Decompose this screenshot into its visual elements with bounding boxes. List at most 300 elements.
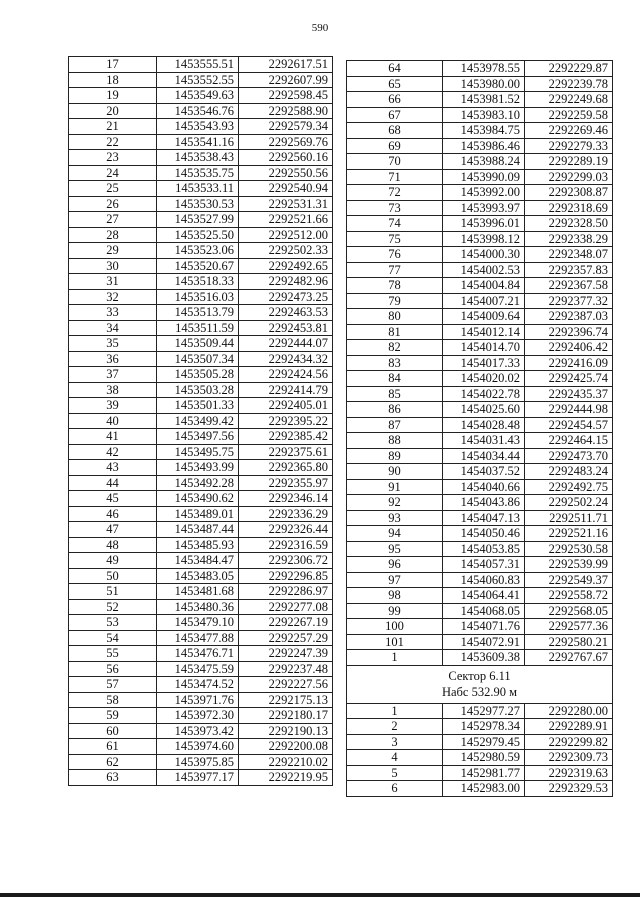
point-number: 78 — [347, 278, 443, 294]
point-number: 54 — [69, 630, 157, 646]
table-row — [347, 154, 613, 170]
table-row — [69, 475, 333, 491]
point-number: 81 — [347, 324, 443, 340]
y-coordinate: 2292414.79 — [239, 382, 333, 398]
y-coordinate: 2292492.65 — [239, 258, 333, 274]
table-row — [347, 750, 613, 766]
x-coordinate: 1453549.63 — [157, 88, 239, 104]
table-row — [69, 630, 333, 646]
y-coordinate: 2292269.46 — [525, 123, 613, 139]
sector-title: Сектор 6.11 — [448, 668, 511, 683]
point-number: 92 — [347, 495, 443, 511]
x-coordinate: 1453480.36 — [157, 599, 239, 615]
x-coordinate: 1453984.75 — [443, 123, 525, 139]
point-number: 76 — [347, 247, 443, 263]
table-row — [347, 340, 613, 356]
x-coordinate: 1453981.52 — [443, 92, 525, 108]
y-coordinate: 2292473.25 — [239, 289, 333, 305]
point-number: 66 — [347, 92, 443, 108]
point-number: 47 — [69, 522, 157, 538]
x-coordinate: 1453535.75 — [157, 165, 239, 181]
table-row — [69, 584, 333, 600]
x-coordinate: 1453520.67 — [157, 258, 239, 274]
table-row — [69, 429, 333, 445]
table-row — [69, 72, 333, 88]
table-row — [69, 57, 333, 73]
point-number: 29 — [69, 243, 157, 259]
point-number: 17 — [69, 57, 157, 73]
y-coordinate: 2292558.72 — [525, 588, 613, 604]
y-coordinate: 2292492.75 — [525, 479, 613, 495]
table-row — [347, 247, 613, 263]
y-coordinate: 2292560.16 — [239, 150, 333, 166]
y-coordinate: 2292767.67 — [525, 650, 613, 666]
table-row — [69, 181, 333, 197]
table-row — [347, 402, 613, 418]
x-coordinate: 1454057.31 — [443, 557, 525, 573]
y-coordinate: 2292531.31 — [239, 196, 333, 212]
table-row — [69, 212, 333, 228]
x-coordinate: 1453474.52 — [157, 677, 239, 693]
x-coordinate: 1453493.99 — [157, 460, 239, 476]
y-coordinate: 2292336.29 — [239, 506, 333, 522]
x-coordinate: 1454002.53 — [443, 262, 525, 278]
point-number: 87 — [347, 417, 443, 433]
point-number: 46 — [69, 506, 157, 522]
y-coordinate: 2292521.66 — [239, 212, 333, 228]
point-number: 51 — [69, 584, 157, 600]
y-coordinate: 2292473.70 — [525, 448, 613, 464]
coordinates-table-left — [68, 56, 333, 786]
table-row — [347, 479, 613, 495]
table-row — [347, 734, 613, 750]
x-coordinate: 1454009.64 — [443, 309, 525, 325]
sector-subtitle: Набс 532.90 м — [441, 684, 518, 699]
y-coordinate: 2292289.91 — [525, 719, 613, 735]
y-coordinate: 2292385.42 — [239, 429, 333, 445]
table-row — [347, 495, 613, 511]
y-coordinate: 2292247.39 — [239, 646, 333, 662]
point-number: 25 — [69, 181, 157, 197]
table-row — [347, 61, 613, 77]
table-row — [347, 123, 613, 139]
table-row — [69, 320, 333, 336]
point-number: 65 — [347, 76, 443, 92]
y-coordinate: 2292549.37 — [525, 572, 613, 588]
x-coordinate: 1453533.11 — [157, 181, 239, 197]
table-row — [69, 382, 333, 398]
table-row — [347, 526, 613, 542]
x-coordinate: 1454000.30 — [443, 247, 525, 263]
y-coordinate: 2292607.99 — [239, 72, 333, 88]
y-coordinate: 2292512.00 — [239, 227, 333, 243]
x-coordinate: 1453992.00 — [443, 185, 525, 201]
y-coordinate: 2292328.50 — [525, 216, 613, 232]
table-row — [69, 723, 333, 739]
point-number: 2 — [347, 719, 443, 735]
y-coordinate: 2292435.37 — [525, 386, 613, 402]
point-number: 50 — [69, 568, 157, 584]
table-row — [347, 541, 613, 557]
y-coordinate: 2292308.87 — [525, 185, 613, 201]
x-coordinate: 1453543.93 — [157, 119, 239, 135]
point-number: 27 — [69, 212, 157, 228]
x-coordinate: 1453509.44 — [157, 336, 239, 352]
page-number: 590 — [311, 22, 329, 34]
point-number: 32 — [69, 289, 157, 305]
table-row — [69, 444, 333, 460]
point-number: 19 — [69, 88, 157, 104]
y-coordinate: 2292348.07 — [525, 247, 613, 263]
table-row — [69, 506, 333, 522]
table-row — [347, 386, 613, 402]
table-row — [69, 460, 333, 476]
y-coordinate: 2292286.97 — [239, 584, 333, 600]
table-row — [69, 599, 333, 615]
x-coordinate: 1452981.77 — [443, 765, 525, 781]
y-coordinate: 2292227.56 — [239, 677, 333, 693]
y-coordinate: 2292229.87 — [525, 61, 613, 77]
y-coordinate: 2292395.22 — [239, 413, 333, 429]
y-coordinate: 2292326.44 — [239, 522, 333, 538]
y-coordinate: 2292277.08 — [239, 599, 333, 615]
sector-header — [347, 665, 613, 703]
table-row — [69, 568, 333, 584]
y-coordinate: 2292306.72 — [239, 553, 333, 569]
y-coordinate: 2292259.58 — [525, 107, 613, 123]
point-number: 82 — [347, 340, 443, 356]
point-number: 74 — [347, 216, 443, 232]
point-number: 35 — [69, 336, 157, 352]
table-row — [69, 553, 333, 569]
x-coordinate: 1453977.17 — [157, 770, 239, 786]
x-coordinate: 1454060.83 — [443, 572, 525, 588]
y-coordinate: 2292299.03 — [525, 169, 613, 185]
point-number: 68 — [347, 123, 443, 139]
table-row — [347, 703, 613, 719]
y-coordinate: 2292539.99 — [525, 557, 613, 573]
point-number: 42 — [69, 444, 157, 460]
y-coordinate: 2292396.74 — [525, 324, 613, 340]
table-row — [69, 150, 333, 166]
x-coordinate: 1453518.33 — [157, 274, 239, 290]
table-row — [347, 324, 613, 340]
y-coordinate: 2292289.19 — [525, 154, 613, 170]
table-row — [347, 619, 613, 635]
x-coordinate: 1452980.59 — [443, 750, 525, 766]
point-number: 5 — [347, 765, 443, 781]
x-coordinate: 1454034.44 — [443, 448, 525, 464]
x-coordinate: 1453990.09 — [443, 169, 525, 185]
point-number: 36 — [69, 351, 157, 367]
x-coordinate: 1454040.66 — [443, 479, 525, 495]
y-coordinate: 2292387.03 — [525, 309, 613, 325]
y-coordinate: 2292454.57 — [525, 417, 613, 433]
y-coordinate: 2292219.95 — [239, 770, 333, 786]
x-coordinate: 1453495.75 — [157, 444, 239, 460]
point-number: 6 — [347, 781, 443, 797]
x-coordinate: 1454007.21 — [443, 293, 525, 309]
x-coordinate: 1453483.05 — [157, 568, 239, 584]
x-coordinate: 1453978.55 — [443, 61, 525, 77]
y-coordinate: 2292299.82 — [525, 734, 613, 750]
y-coordinate: 2292210.02 — [239, 754, 333, 770]
point-number: 52 — [69, 599, 157, 615]
x-coordinate: 1454053.85 — [443, 541, 525, 557]
x-coordinate: 1454017.33 — [443, 355, 525, 371]
point-number: 63 — [69, 770, 157, 786]
x-coordinate: 1452979.45 — [443, 734, 525, 750]
point-number: 33 — [69, 305, 157, 321]
y-coordinate: 2292180.17 — [239, 708, 333, 724]
point-number: 67 — [347, 107, 443, 123]
x-coordinate: 1453609.38 — [443, 650, 525, 666]
x-coordinate: 1453492.28 — [157, 475, 239, 491]
y-coordinate: 2292319.63 — [525, 765, 613, 781]
table-row — [69, 351, 333, 367]
scan-border — [0, 893, 640, 897]
point-number: 96 — [347, 557, 443, 573]
y-coordinate: 2292617.51 — [239, 57, 333, 73]
y-coordinate: 2292367.58 — [525, 278, 613, 294]
table-row — [347, 92, 613, 108]
y-coordinate: 2292267.19 — [239, 615, 333, 631]
point-number: 69 — [347, 138, 443, 154]
point-number: 100 — [347, 619, 443, 635]
y-coordinate: 2292568.05 — [525, 603, 613, 619]
point-number: 1 — [347, 703, 443, 719]
point-number: 56 — [69, 661, 157, 677]
table-row — [69, 227, 333, 243]
y-coordinate: 2292338.29 — [525, 231, 613, 247]
y-coordinate: 2292579.34 — [239, 119, 333, 135]
x-coordinate: 1453980.00 — [443, 76, 525, 92]
x-coordinate: 1453516.03 — [157, 289, 239, 305]
y-coordinate: 2292434.32 — [239, 351, 333, 367]
point-number: 73 — [347, 200, 443, 216]
x-coordinate: 1453552.55 — [157, 72, 239, 88]
point-number: 21 — [69, 119, 157, 135]
x-coordinate: 1454014.70 — [443, 340, 525, 356]
y-coordinate: 2292521.16 — [525, 526, 613, 542]
y-coordinate: 2292464.15 — [525, 433, 613, 449]
y-coordinate: 2292550.56 — [239, 165, 333, 181]
point-number: 70 — [347, 154, 443, 170]
y-coordinate: 2292249.68 — [525, 92, 613, 108]
point-number: 22 — [69, 134, 157, 150]
point-number: 23 — [69, 150, 157, 166]
y-coordinate: 2292424.56 — [239, 367, 333, 383]
x-coordinate: 1453530.53 — [157, 196, 239, 212]
point-number: 4 — [347, 750, 443, 766]
coordinates-table-right — [346, 60, 613, 797]
x-coordinate: 1454050.46 — [443, 526, 525, 542]
table-row — [69, 646, 333, 662]
x-coordinate: 1454025.60 — [443, 402, 525, 418]
point-number: 79 — [347, 293, 443, 309]
point-number: 31 — [69, 274, 157, 290]
point-number: 38 — [69, 382, 157, 398]
point-number: 45 — [69, 491, 157, 507]
point-number: 80 — [347, 309, 443, 325]
x-coordinate: 1453490.62 — [157, 491, 239, 507]
y-coordinate: 2292453.81 — [239, 320, 333, 336]
table-row — [69, 336, 333, 352]
point-number: 72 — [347, 185, 443, 201]
x-coordinate: 1454028.48 — [443, 417, 525, 433]
point-number: 53 — [69, 615, 157, 631]
table-row — [69, 258, 333, 274]
y-coordinate: 2292483.24 — [525, 464, 613, 480]
y-coordinate: 2292200.08 — [239, 739, 333, 755]
table-row — [69, 305, 333, 321]
point-number: 58 — [69, 692, 157, 708]
x-coordinate: 1453527.99 — [157, 212, 239, 228]
table-row — [347, 603, 613, 619]
table-row — [69, 165, 333, 181]
x-coordinate: 1454068.05 — [443, 603, 525, 619]
table-row — [347, 216, 613, 232]
y-coordinate: 2292425.74 — [525, 371, 613, 387]
y-coordinate: 2292296.85 — [239, 568, 333, 584]
y-coordinate: 2292444.07 — [239, 336, 333, 352]
x-coordinate: 1452978.34 — [443, 719, 525, 735]
point-number: 62 — [69, 754, 157, 770]
point-number: 30 — [69, 258, 157, 274]
y-coordinate: 2292406.42 — [525, 340, 613, 356]
table-row — [347, 293, 613, 309]
point-number: 26 — [69, 196, 157, 212]
y-coordinate: 2292444.98 — [525, 402, 613, 418]
table-row — [347, 371, 613, 387]
table-row — [347, 433, 613, 449]
x-coordinate: 1453555.51 — [157, 57, 239, 73]
table-row — [69, 119, 333, 135]
point-number: 49 — [69, 553, 157, 569]
point-number: 86 — [347, 402, 443, 418]
table-row — [347, 200, 613, 216]
table-row — [69, 661, 333, 677]
x-coordinate: 1453481.68 — [157, 584, 239, 600]
x-coordinate: 1453475.59 — [157, 661, 239, 677]
x-coordinate: 1454047.13 — [443, 510, 525, 526]
table-row — [347, 107, 613, 123]
point-number: 61 — [69, 739, 157, 755]
table-row — [69, 134, 333, 150]
y-coordinate: 2292239.78 — [525, 76, 613, 92]
table-row — [69, 708, 333, 724]
x-coordinate: 1453503.28 — [157, 382, 239, 398]
y-coordinate: 2292279.33 — [525, 138, 613, 154]
y-coordinate: 2292416.09 — [525, 355, 613, 371]
point-number: 59 — [69, 708, 157, 724]
x-coordinate: 1453499.42 — [157, 413, 239, 429]
point-number: 83 — [347, 355, 443, 371]
x-coordinate: 1453507.34 — [157, 351, 239, 367]
x-coordinate: 1453523.06 — [157, 243, 239, 259]
point-number: 57 — [69, 677, 157, 693]
table-row — [347, 262, 613, 278]
point-number: 1 — [347, 650, 443, 666]
x-coordinate: 1454071.76 — [443, 619, 525, 635]
x-coordinate: 1453479.10 — [157, 615, 239, 631]
x-coordinate: 1453487.44 — [157, 522, 239, 538]
y-coordinate: 2292355.97 — [239, 475, 333, 491]
x-coordinate: 1453971.76 — [157, 692, 239, 708]
x-coordinate: 1453986.46 — [443, 138, 525, 154]
y-coordinate: 2292577.36 — [525, 619, 613, 635]
table-row — [347, 557, 613, 573]
point-number: 77 — [347, 262, 443, 278]
point-number: 98 — [347, 588, 443, 604]
point-number: 48 — [69, 537, 157, 553]
point-number: 84 — [347, 371, 443, 387]
y-coordinate: 2292377.32 — [525, 293, 613, 309]
x-coordinate: 1453538.43 — [157, 150, 239, 166]
point-number: 88 — [347, 433, 443, 449]
table-row — [69, 413, 333, 429]
table-row — [69, 289, 333, 305]
table-row — [347, 510, 613, 526]
x-coordinate: 1453998.12 — [443, 231, 525, 247]
x-coordinate: 1453546.76 — [157, 103, 239, 119]
point-number: 85 — [347, 386, 443, 402]
x-coordinate: 1454064.41 — [443, 588, 525, 604]
y-coordinate: 2292580.21 — [525, 634, 613, 650]
point-number: 40 — [69, 413, 157, 429]
y-coordinate: 2292175.13 — [239, 692, 333, 708]
table-row — [347, 650, 613, 666]
table-row — [69, 367, 333, 383]
table-row — [347, 464, 613, 480]
x-coordinate: 1453477.88 — [157, 630, 239, 646]
table-row — [347, 448, 613, 464]
x-coordinate: 1454012.14 — [443, 324, 525, 340]
table-row — [69, 196, 333, 212]
table-row — [69, 398, 333, 414]
y-coordinate: 2292190.13 — [239, 723, 333, 739]
table-row — [69, 522, 333, 538]
y-coordinate: 2292588.90 — [239, 103, 333, 119]
point-number: 91 — [347, 479, 443, 495]
y-coordinate: 2292280.00 — [525, 703, 613, 719]
y-coordinate: 2292502.33 — [239, 243, 333, 259]
table-row — [347, 138, 613, 154]
table-row — [69, 274, 333, 290]
x-coordinate: 1453501.33 — [157, 398, 239, 414]
table-row — [69, 770, 333, 786]
point-number: 44 — [69, 475, 157, 491]
y-coordinate: 2292365.80 — [239, 460, 333, 476]
table-row — [347, 355, 613, 371]
y-coordinate: 2292405.01 — [239, 398, 333, 414]
x-coordinate: 1453489.01 — [157, 506, 239, 522]
table-row — [69, 103, 333, 119]
point-number: 94 — [347, 526, 443, 542]
y-coordinate: 2292375.61 — [239, 444, 333, 460]
y-coordinate: 2292502.24 — [525, 495, 613, 511]
x-coordinate: 1453996.01 — [443, 216, 525, 232]
point-number: 37 — [69, 367, 157, 383]
point-number: 28 — [69, 227, 157, 243]
table-row — [347, 572, 613, 588]
sector-header-row — [347, 665, 613, 703]
y-coordinate: 2292237.48 — [239, 661, 333, 677]
point-number: 97 — [347, 572, 443, 588]
table-row — [69, 491, 333, 507]
x-coordinate: 1453513.79 — [157, 305, 239, 321]
table-row — [347, 765, 613, 781]
